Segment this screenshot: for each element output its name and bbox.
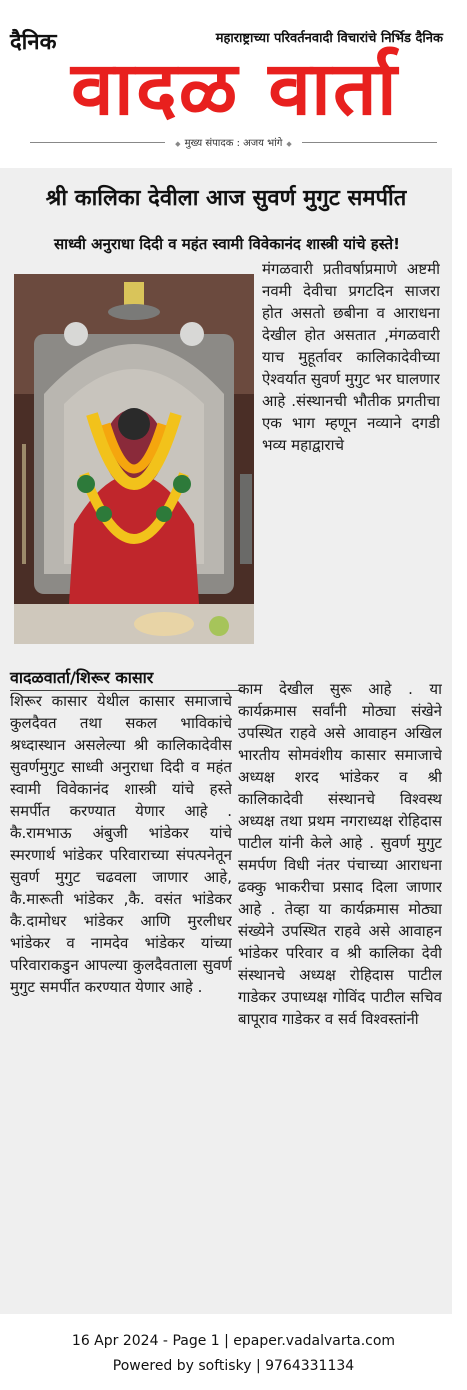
masthead bbox=[0, 0, 467, 160]
article-body-right-top: मंगळवारी प्रतीवर्षाप्रमाणे अष्टमी नवमी देवीचा प्रगटदिन साजरा होत असतो छबीना व आराधना देखील होत असतात ,मंगळवारी याच मुहूर्तावर कालिकादेवीच्या ऐश्वर्यात सुवर्ण मुगुट भर घालणार आहे .संस्थानची भौतीक प्रगतीचा एक भाग म्हणून नव्याने दगडी भव्य महाद्वाराचे bbox=[262, 260, 440, 454]
footer-date-page: 16 Apr 2024 - Page 1 | epaper.vadalvarta.com bbox=[71, 1333, 396, 1349]
article-dateline: वादळवार्ता/शिरूर कासार bbox=[10, 666, 242, 691]
footer-credits: Powered by softisky | 9764331134 bbox=[112, 1358, 355, 1374]
article-headline: श्री कालिका देवीला आज सुवर्ण मुगुट समर्पीत bbox=[45, 186, 407, 211]
article-subheadline: साध्वी अनुराधा दिदी व महंत स्वामी विवेकानंद शास्त्री यांचे हस्ते! bbox=[54, 235, 400, 253]
newspaper-logo: वादळ वार्ता bbox=[71, 46, 399, 132]
article-clipping bbox=[0, 168, 452, 1314]
article-body-right-bottom: काम देखील सुरू आहे . या कार्यक्रमास सर्वांनी मोठ्या संखेने उपस्थित राहवे असे आवाहन अखिल भारतीय सोमवंशीय कासार समाजाचे अध्यक्ष शरद भांडेकर व श्री कालिकादेवी संस्थानचे विश्वस्थ अध्यक्ष तथा प्रथम नगराध्यक्ष रोहिदास पाटील यांनी केले आहे . सुवर्ण मुगुट समर्पण विधी नंतर पंचाच्या आराधना ढक्कु भाकरीचा प्रसाद दिला जाणार आहे . तेव्हा या कार्यक्रमास मोठ्या संख्येने उपस्थित राहवे असे आवाहन भांडेकर परिवार व श्री कालिका देवी संस्थानचे अध्यक्ष रोहिदास पाटील गाडेकर उपाध्यक्ष गोविंद पाटील सचिव बापूराव गाडेकर व सर्व विश्वस्तांनी bbox=[238, 680, 442, 1028]
chief-editor-line bbox=[0, 135, 467, 149]
masthead-tagline: महाराष्ट्राच्या परिवर्तनवादी विचारांचे निर्भिड दैनिक bbox=[215, 31, 443, 46]
deity-photo bbox=[14, 274, 254, 644]
brand-small-label: दैनिक bbox=[10, 30, 57, 55]
article-body-left: शिरूर कासार येथील कासार समाजाचे कुलदैवत तथा सकल भाविकांचे श्रध्दास्थान असलेल्या श्री कालिकादेवीस सुवर्णमुगुट साध्वी अनुराधा दिदी व महंत स्वामी विवेकानंद शास्त्री यांचे हस्ते समर्पीत करण्यात येणार आहे . कै.रामभाऊ अंबुजी भांडेकर यांचे स्मरणार्थ भांडेकर परिवाराच्या संपत्पनेतून सुवर्ण मुगुट चढवला जाणार आहे, कै.मारूती भांडेकर ,कै. वसंत भांडेकर कै.दामोधर भांडेकर आणि मुरलीधर भांडेकर व नामदेव भांडेकर यांच्या परिवाराकडुन आपल्या कुलदैवताला सुवर्ण मुगुट समर्पीत करण्यात येणार आहे . bbox=[10, 692, 232, 996]
deity-photo-illustration bbox=[14, 274, 254, 644]
chief-editor-text: ◆ मुख्य संपादक : अजय भांगे ◆ bbox=[165, 138, 302, 149]
